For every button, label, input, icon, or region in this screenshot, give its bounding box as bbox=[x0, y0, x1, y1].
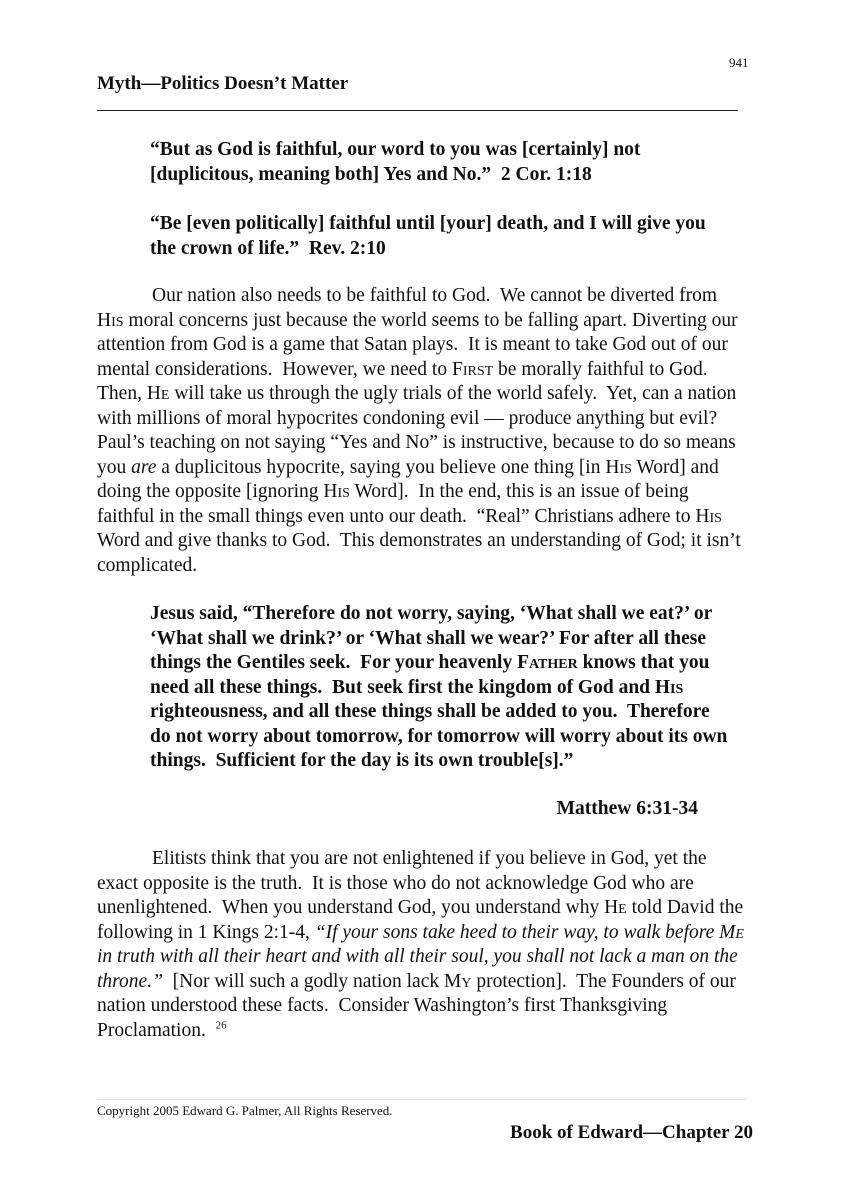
small-caps-his: His bbox=[654, 676, 684, 698]
text-run: told David the following in 1 Kings 2:1-4, bbox=[97, 897, 744, 943]
italic-are: are bbox=[131, 456, 157, 478]
scripture-quote-2cor: “But as God is faithful, our word to you was [certainly] not [duplicitous, meaning both] Yes and No.” 2 Cor. 1:18 bbox=[150, 139, 641, 185]
small-caps-he: He bbox=[604, 897, 627, 918]
text-run: Word]. In the end, this is an issue of being faithful in the small things even unto our death. “Real” Christians adhere to bbox=[97, 481, 696, 527]
footer-divider bbox=[97, 1099, 747, 1100]
text-run: Elitists think that you are not enlightened if you believe in God, yet the exact opposite is the truth. It is those who do not acknowledge God who are unenlightened. When you understand God, you understand why bbox=[97, 848, 707, 918]
small-caps-me: Me bbox=[719, 921, 744, 943]
small-caps-his: His bbox=[323, 481, 350, 502]
small-caps-he: He bbox=[146, 383, 170, 404]
text-run: Jesus said, “Therefore do not worry, saying, ‘What shall we eat?’ or ‘What shall we drink?’ or ‘What shall we wear?’ For after all these things the Gentiles seek. For your heavenly bbox=[150, 603, 712, 673]
text-run: will take us through the ugly trials of the world safely. Yet, can a nation with millions of moral hypocrites condoning evil — produce anything but evil? Paul’s teaching on not saying “Yes and No” is instructive, because to do so means you bbox=[97, 383, 737, 478]
text-run: Word and give thanks to God. This demonstrates an understanding of God; it isn’t complicated. bbox=[97, 530, 741, 576]
small-caps-my: My bbox=[444, 970, 472, 992]
body-paragraph-1 bbox=[97, 284, 747, 578]
small-caps-father: Father bbox=[517, 652, 578, 673]
header-divider bbox=[97, 110, 738, 111]
small-caps-his: His bbox=[97, 309, 124, 331]
text-run: protection]. The Founders of our nation understood these facts. Consider Washington’s first Thanksgiving Proclamation. bbox=[97, 970, 736, 1041]
small-caps-first: First bbox=[451, 358, 494, 380]
block-quote-matthew bbox=[150, 602, 730, 774]
text-run: a duplicitous hypocrite, saying you believe one thing [in bbox=[156, 456, 606, 478]
text-run: Word] and doing the opposite [ignoring bbox=[97, 456, 719, 502]
copyright-notice: Copyright 2005 Edward G. Palmer, All Rights Reserved. bbox=[97, 1103, 393, 1118]
text-run: [Nor will such a godly nation lack bbox=[162, 970, 444, 992]
running-footer-title: Book of Edward—Chapter 20 bbox=[510, 1122, 753, 1143]
text-run: moral concerns just because the world seems to be falling apart. Diverting our attention from God is a game that Satan plays. It is meant to take God out of our mental considerations. However, we need to bbox=[97, 309, 738, 380]
text-run: knows that you need all these things. But seek first the kingdom of God and bbox=[150, 652, 710, 698]
small-caps-his: His bbox=[695, 505, 722, 527]
scripture-quote-rev: “Be [even politically] faithful until [your] death, and I will give you the crown of life.” Rev. 2:10 bbox=[150, 213, 706, 259]
small-caps-his: His bbox=[605, 456, 632, 478]
running-header-title: Myth—Politics Doesn’t Matter bbox=[97, 73, 349, 94]
block-quote-reference: Matthew 6:31-34 bbox=[556, 798, 698, 819]
text-run: “If your sons take heed to their way, to walk before bbox=[314, 921, 720, 943]
text-run: righteousness, and all these things shall be added to you. Therefore do not worry about tomorrow, for tomorrow will worry about its own things. Sufficient for the day is its own trouble[s].” bbox=[150, 701, 728, 771]
text-run: be morally faithful to God. Then, bbox=[97, 358, 713, 404]
footnote-marker[interactable]: 26 bbox=[215, 1019, 227, 1031]
page-number: 941 bbox=[729, 55, 749, 70]
body-paragraph-2 bbox=[97, 847, 747, 1043]
text-run: Our nation also needs to be faithful to God. We cannot be diverted from bbox=[152, 285, 718, 306]
text-run: in truth with all their heart and with all their soul, you shall not lack a man on the throne.” bbox=[97, 946, 738, 992]
